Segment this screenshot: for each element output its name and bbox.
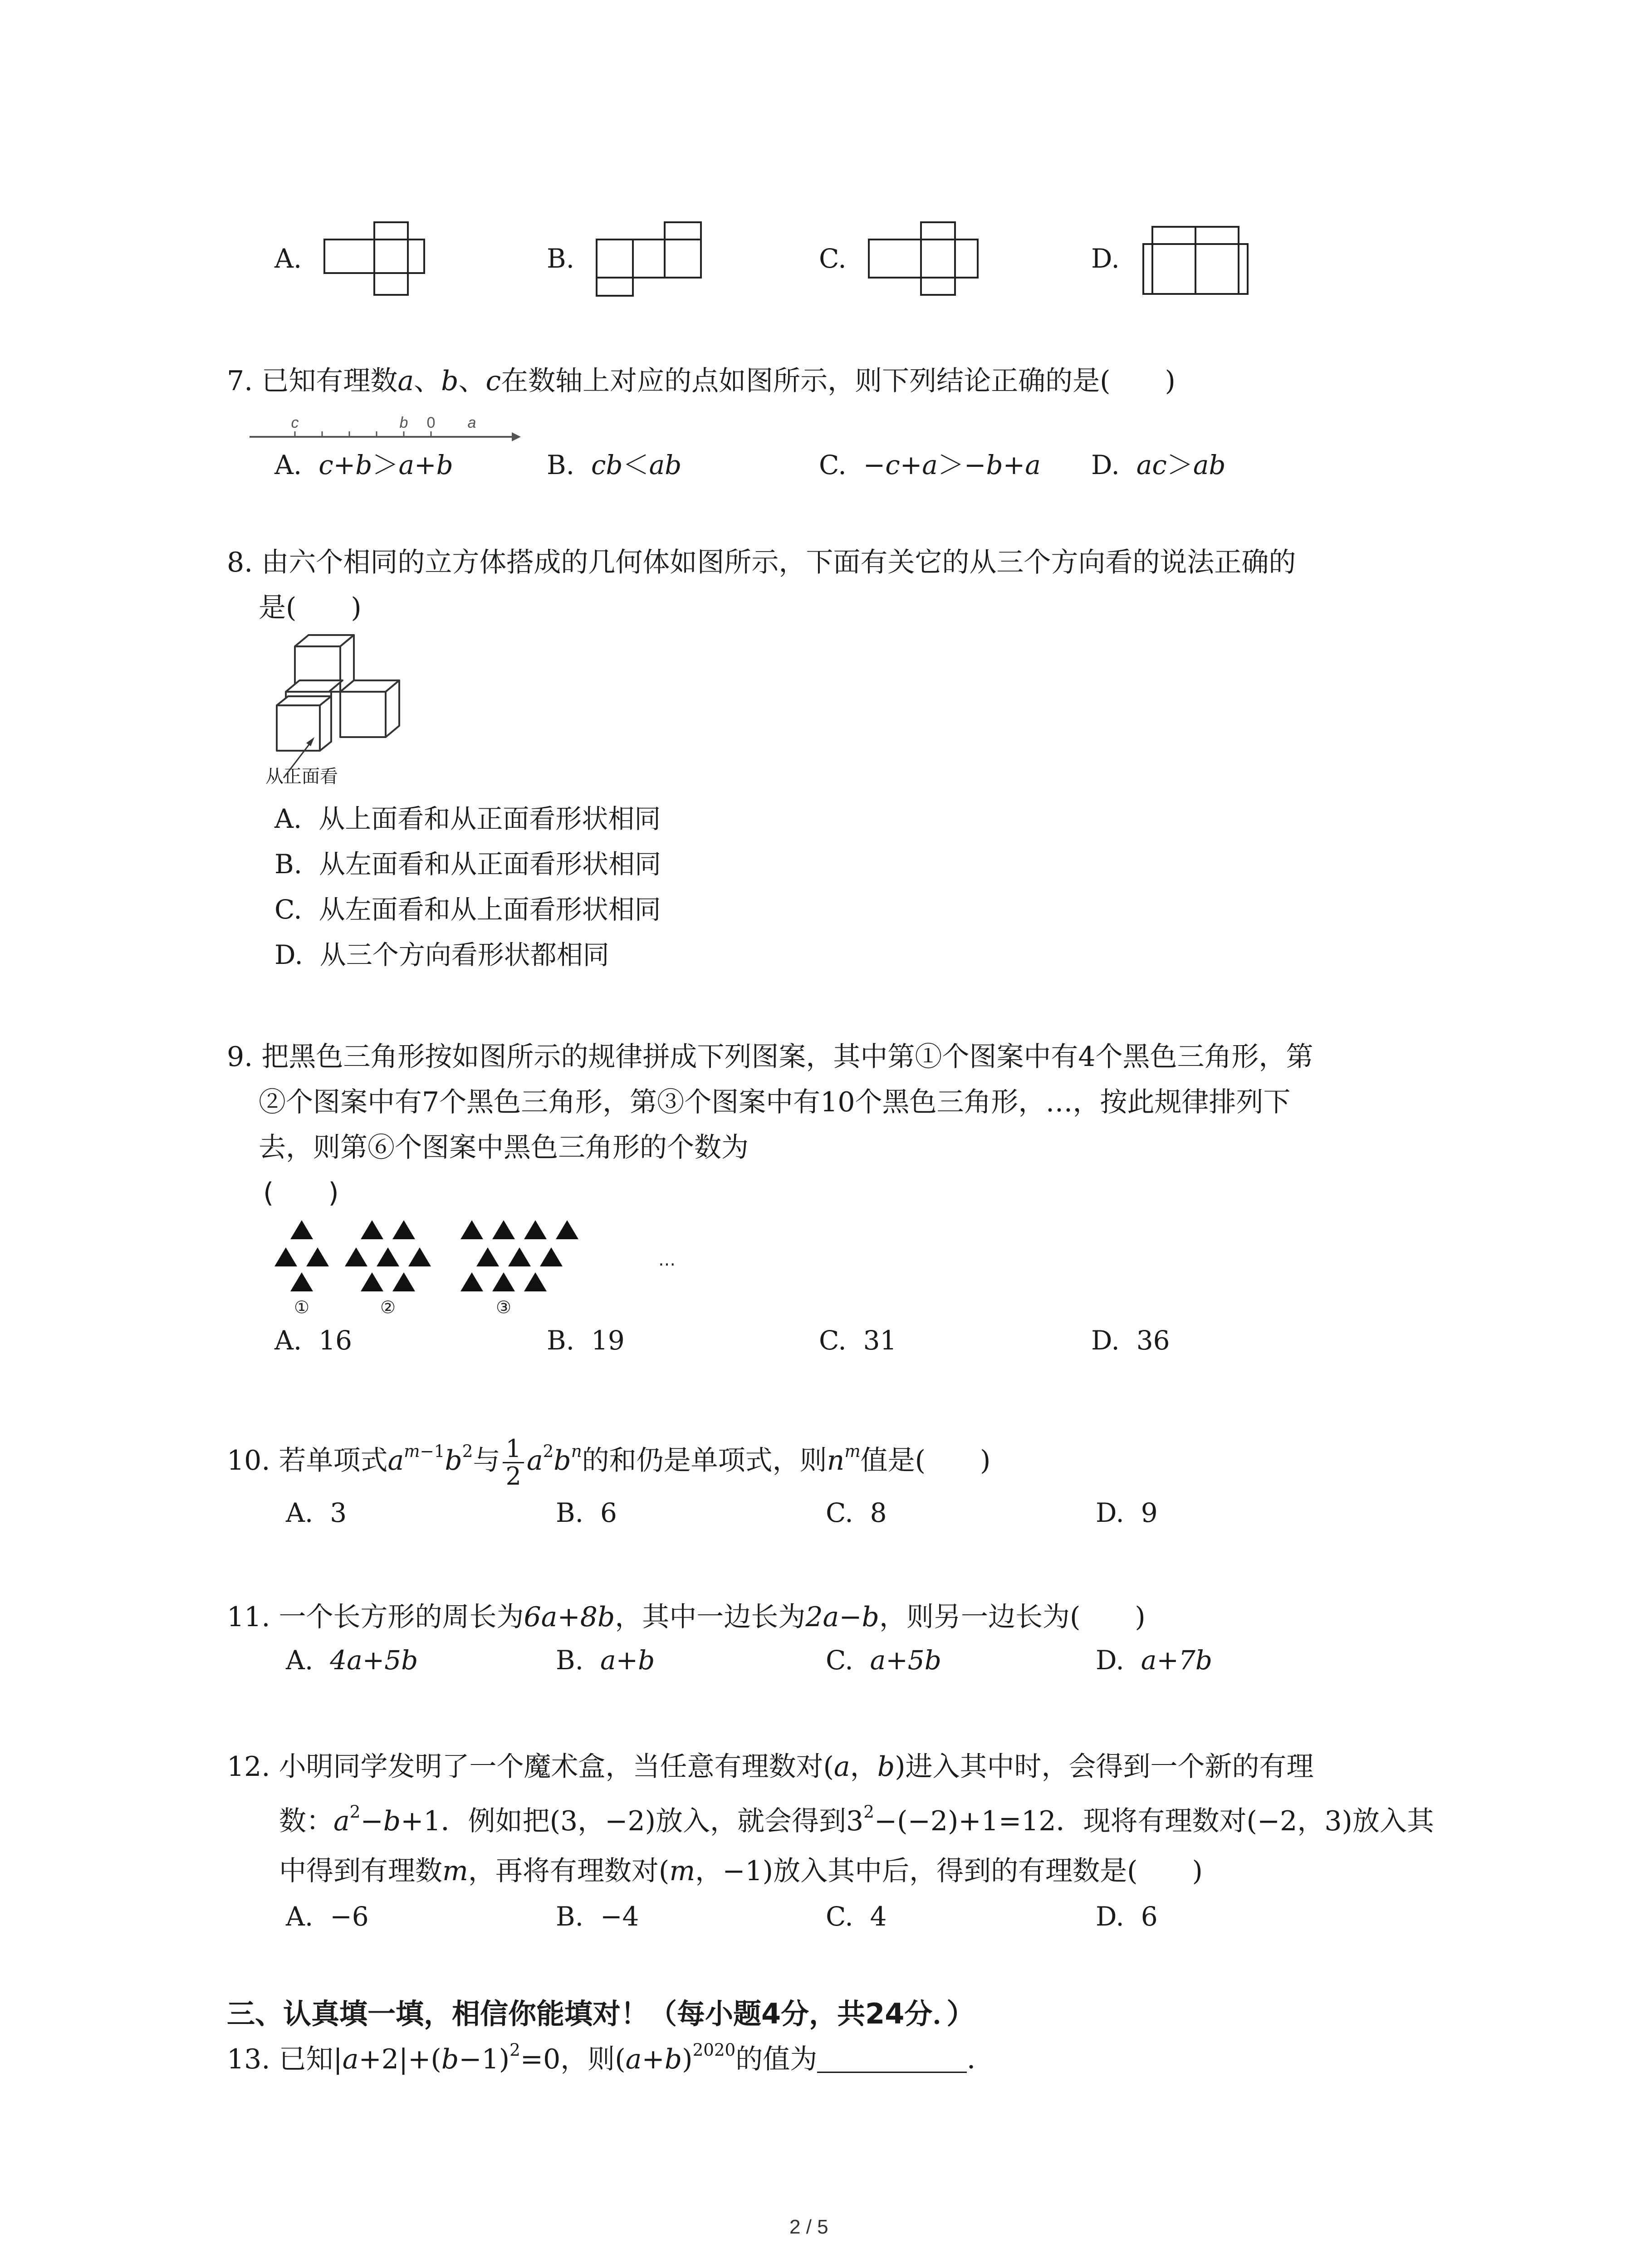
q10-exp: m (844, 1441, 861, 1461)
q13-var: a (625, 2043, 642, 2075)
option-text: 从上面看和从正面看形状相同 (318, 803, 661, 834)
q8-cube-figure (274, 633, 397, 755)
q10-option-c (826, 1495, 887, 1531)
option-text: −6 (330, 1901, 369, 1932)
option-letter: A. (286, 1497, 314, 1528)
option-op: ＞ (1166, 450, 1193, 480)
option-text: 从三个方向看形状都相同 (319, 939, 609, 970)
q7-number: 7. (227, 365, 253, 397)
q10-var: b (554, 1445, 571, 1477)
q10-var: a (526, 1445, 543, 1477)
q10-exp: 2 (543, 1441, 554, 1461)
q7-var-a: a (397, 365, 414, 397)
q10-stem (227, 1436, 990, 1490)
q12-var: m (442, 1855, 468, 1887)
section-3-title: 三、认真填一填，相信你能填对！（每小题4分，共24分．） (227, 1997, 975, 2030)
q8-text: 由六个相同的立方体搭成的几何体如图所示，下面有关它的从三个方向看的说法正确的 (261, 547, 1296, 578)
option-expr: ac (1136, 450, 1167, 480)
q7-number-line (250, 411, 522, 442)
q13-text: +2|+( (358, 2043, 441, 2075)
q12-var: a (333, 1805, 350, 1837)
q7-var-b: b (441, 365, 459, 397)
option-letter: B. (274, 849, 303, 880)
option-text: −4 (600, 1901, 639, 1932)
q10-exp: 2 (462, 1441, 473, 1461)
q10-text: 若单项式 (279, 1445, 388, 1477)
q13-text: =0，则( (520, 2043, 626, 2075)
q9-pattern-1 (274, 1220, 329, 1291)
q6-option-b-net-figure (597, 222, 705, 299)
option-letter: D. (1096, 1645, 1124, 1676)
q12-text: ， (850, 1751, 877, 1783)
q9-triangle-patterns-figure (268, 1220, 676, 1320)
q9-option-b (547, 1322, 625, 1359)
option-letter: A. (286, 1645, 314, 1676)
option-letter: A. (274, 450, 302, 480)
q13-exp: 2 (509, 2040, 520, 2060)
q6-option-d-label: D. (1091, 243, 1120, 274)
option-letter: C. (826, 1497, 853, 1528)
q13-text: ． (967, 2043, 994, 2075)
q12-text: − (360, 1805, 383, 1837)
q10-fraction-denominator: 2 (505, 1462, 521, 1491)
option-letter: B. (547, 1325, 575, 1356)
q7-option-a (274, 447, 453, 483)
option-text: 从左面看和从正面看形状相同 (318, 849, 661, 880)
q10-var: n (827, 1445, 845, 1477)
q11-stem (227, 1599, 1146, 1635)
q6-option-d-net-figure (1143, 227, 1252, 299)
q8-option-b (274, 846, 661, 882)
q10-exp: m (404, 1441, 420, 1461)
option-op: ＞ (372, 450, 399, 480)
q13-text: ) (682, 2043, 693, 2075)
q13-stem (227, 2041, 994, 2077)
option-letter: C. (819, 450, 847, 480)
q9-pattern-3 (460, 1220, 578, 1291)
q9-stem-line2: ②个图案中有7个黑色三角形，第③个图案中有10个黑色三角形，…，按此规律排列下 (259, 1086, 1291, 1118)
q12-var: b (383, 1805, 401, 1837)
q6-option-a-net-figure (324, 222, 442, 295)
q7-stem (227, 363, 1176, 399)
q12-text: 数： (279, 1805, 333, 1837)
q9-stem-line1 (227, 1039, 1313, 1075)
option-letter: C. (819, 1325, 847, 1356)
q8-figure-label: 从正面看 (265, 766, 338, 787)
q11-option-a (286, 1642, 418, 1678)
option-letter: B. (547, 450, 575, 480)
q9-stem-line4: ( ) (263, 1177, 339, 1209)
q12-text: 中得到有理数 (279, 1855, 442, 1887)
option-expr: cb (591, 450, 623, 480)
q11-number: 11. (227, 1601, 270, 1633)
option-text: 19 (591, 1325, 625, 1356)
option-letter: D. (1091, 450, 1120, 480)
q12-var: b (877, 1751, 895, 1783)
option-text: 31 (863, 1325, 897, 1356)
q12-text: −(−2)+1=12．现将有理数对(−2，3)放入其 (874, 1805, 1434, 1837)
q10-option-a (286, 1495, 347, 1531)
q13-answer-blank[interactable] (817, 2046, 967, 2073)
page-number: 2 / 5 (789, 2216, 828, 2238)
q12-option-c (826, 1898, 887, 1935)
option-text: 8 (870, 1497, 887, 1528)
q12-number: 12. (227, 1751, 270, 1783)
option-letter: A. (274, 803, 302, 834)
option-letter: D. (1091, 1325, 1120, 1356)
q7-option-d (1091, 447, 1226, 483)
q11-option-d (1096, 1642, 1212, 1678)
q10-text: 与 (473, 1445, 500, 1477)
q9-text: 把黑色三角形按如图所示的规律拼成下列图案，其中第①个图案中有4个黑色三角形，第 (261, 1041, 1313, 1073)
q12-text: ，再将有理数对( (468, 1855, 670, 1887)
q12-var: m (669, 1855, 696, 1887)
q10-exp: −1 (420, 1441, 445, 1461)
q11-expr: 6a+8b (524, 1601, 615, 1633)
q11-option-b (556, 1642, 655, 1678)
q13-var: a (342, 2043, 359, 2075)
q12-text: )进入其中时，会得到一个新的有理 (895, 1751, 1314, 1783)
q12-option-b (556, 1898, 639, 1935)
q10-number: 10. (227, 1445, 270, 1477)
q9-number: 9. (227, 1041, 253, 1073)
q9-option-c (819, 1322, 896, 1359)
q7-axis-label-c: c (291, 414, 299, 431)
q7-sep: 、 (458, 365, 486, 397)
option-text: a+b (600, 1645, 655, 1676)
q6-option-c-net-figure (869, 222, 987, 299)
option-text: 3 (330, 1497, 347, 1528)
option-letter: B. (556, 1645, 584, 1676)
q12-stem-line2 (279, 1803, 1434, 1839)
option-letter: C. (274, 894, 302, 925)
q11-expr: 2a−b (805, 1601, 879, 1633)
q6-option-a-label: A. (274, 243, 302, 274)
option-letter: D. (1096, 1901, 1124, 1932)
q9-pattern-label-1: ① (294, 1297, 310, 1317)
option-expr: ab (1193, 450, 1226, 480)
q10-text: 值是( ) (860, 1445, 991, 1477)
q8-number: 8. (227, 547, 253, 578)
q12-text: ，−1)放入其中后，得到的有理数是( ) (695, 1855, 1203, 1887)
option-letter: D. (274, 939, 303, 970)
option-letter: C. (826, 1645, 853, 1676)
q10-fraction (503, 1436, 524, 1490)
q12-var: a (833, 1751, 850, 1783)
option-letter: C. (826, 1901, 853, 1932)
q13-text: 的值为 (735, 2043, 818, 2075)
option-text: 16 (318, 1325, 353, 1356)
q9-pattern-ellipsis: … (658, 1250, 676, 1270)
q11-option-c (826, 1642, 941, 1678)
q8-stem-line1 (227, 544, 1296, 581)
option-letter: A. (274, 1325, 302, 1356)
q10-option-d (1096, 1495, 1158, 1531)
q12-exp: 2 (863, 1802, 874, 1822)
q13-exp: 2020 (692, 2040, 736, 2060)
option-expr: c+b (318, 450, 372, 480)
q9-pattern-2 (345, 1220, 431, 1291)
q11-text: ，则另一边长为( ) (879, 1601, 1146, 1633)
q10-exp: n (571, 1441, 582, 1461)
q10-option-b (556, 1495, 617, 1531)
option-text: 4a+5b (330, 1645, 418, 1676)
q10-var: a (387, 1445, 404, 1477)
q12-stem-line1 (227, 1749, 1314, 1785)
option-expr: a+b (398, 450, 453, 480)
q13-var: b (441, 2043, 459, 2075)
option-text: 从左面看和从上面看形状相同 (318, 894, 661, 925)
q11-text: 一个长方形的周长为 (279, 1601, 524, 1633)
option-letter: B. (556, 1497, 584, 1528)
option-text: 6 (600, 1497, 617, 1528)
q13-number: 13. (227, 2043, 270, 2075)
q7-sep: 、 (414, 365, 441, 397)
option-letter: A. (286, 1901, 314, 1932)
q7-axis-label-b: b (399, 414, 408, 431)
q13-text: 已知| (279, 2043, 343, 2075)
q6-option-b-label: B. (547, 243, 575, 274)
q9-pattern-label-2: ② (380, 1297, 396, 1317)
option-letter: B. (556, 1901, 584, 1932)
q13-var: b (664, 2043, 682, 2075)
q7-option-c (819, 447, 1041, 483)
q7-text: 已知有理数 (261, 365, 398, 397)
option-text: 4 (870, 1901, 887, 1932)
option-letter: D. (1096, 1497, 1124, 1528)
q6-option-c-label: C. (819, 243, 847, 274)
q9-option-d (1091, 1322, 1170, 1359)
q9-stem-line3: 去，则第⑥个图案中黑色三角形的个数为 (259, 1132, 749, 1163)
option-op: ＞ (937, 450, 964, 480)
q8-option-a (274, 801, 661, 837)
q10-text: 的和仍是单项式，则 (582, 1445, 827, 1477)
q8-stem-line2: 是( ) (259, 592, 362, 624)
q7-text-end: 在数轴上对应的点如图所示，则下列结论正确的是( ) (501, 365, 1176, 397)
q7-option-b (547, 447, 681, 483)
option-text: a+7b (1141, 1645, 1212, 1676)
q13-text: −1) (459, 2043, 510, 2075)
q10-fraction-numerator: 1 (503, 1436, 524, 1463)
option-text: a+5b (870, 1645, 941, 1676)
q10-var: b (445, 1445, 462, 1477)
q12-option-a (286, 1898, 369, 1935)
option-expr: ab (649, 450, 682, 480)
option-expr: −b+a (964, 450, 1041, 480)
option-text: 6 (1141, 1901, 1158, 1932)
q12-exp: 2 (349, 1802, 361, 1822)
q7-axis-label-a: a (467, 414, 476, 431)
q7-axis-label-zero: 0 (426, 414, 436, 431)
q9-option-a (274, 1322, 352, 1359)
q12-text: 小明同学发明了一个魔术盒，当任意有理数对( (279, 1751, 834, 1783)
q12-stem-line3 (279, 1853, 1203, 1889)
q12-text: +1．例如把(3，−2)放入，就会得到3 (401, 1805, 864, 1837)
q8-option-d (274, 937, 609, 973)
option-text: 36 (1136, 1325, 1170, 1356)
q7-var-c: c (485, 365, 501, 397)
option-text: 9 (1141, 1497, 1158, 1528)
q9-pattern-label-3: ③ (495, 1297, 512, 1317)
q12-option-d (1096, 1898, 1158, 1935)
q8-option-c (274, 891, 661, 928)
option-op: ＜ (622, 450, 649, 480)
option-expr: −c+a (863, 450, 938, 480)
q13-text: + (642, 2043, 665, 2075)
q11-text: ，其中一边长为 (615, 1601, 806, 1633)
